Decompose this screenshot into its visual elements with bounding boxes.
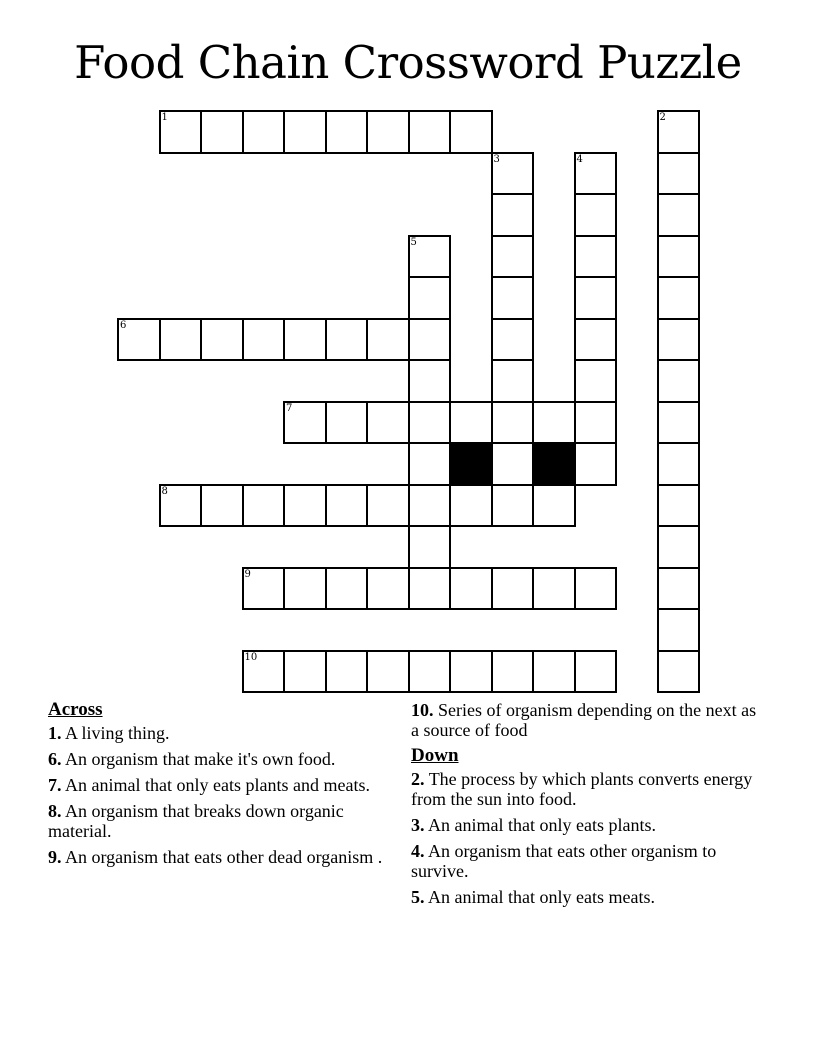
grid-cell[interactable]	[657, 110, 701, 154]
grid-cell[interactable]	[449, 401, 493, 445]
grid-cell[interactable]	[283, 484, 327, 528]
grid-cell[interactable]	[325, 650, 369, 694]
grid-cell[interactable]	[449, 484, 493, 528]
grid-cell[interactable]	[325, 318, 369, 362]
clue-number: 7	[48, 775, 57, 795]
grid-cell[interactable]	[532, 650, 576, 694]
clue-text: An animal that only eats meats.	[428, 887, 655, 907]
grid-cell[interactable]	[408, 276, 452, 320]
clues-left-column	[48, 700, 388, 873]
grid-cell[interactable]	[408, 484, 452, 528]
clue-text: Series of organism depending on the next as a source of food	[411, 700, 757, 740]
grid-cell[interactable]	[574, 650, 618, 694]
grid-cell[interactable]	[408, 318, 452, 362]
grid-cell[interactable]	[283, 567, 327, 611]
grid-cell[interactable]	[242, 484, 286, 528]
grid-cell[interactable]	[657, 650, 701, 694]
clue-number: 9	[48, 847, 57, 867]
clue-text: An organism that make it's own food.	[65, 749, 336, 769]
crossword-grid	[118, 111, 718, 711]
grid-cell[interactable]	[657, 442, 701, 486]
grid-cell[interactable]	[242, 110, 286, 154]
cell-number: 8	[161, 485, 168, 497]
grid-cell[interactable]	[491, 318, 535, 362]
grid-cell[interactable]	[657, 276, 701, 320]
grid-cell[interactable]	[532, 484, 576, 528]
grid-cell[interactable]	[408, 359, 452, 403]
clue-across-8: 8. An organism that breaks down organic material.	[48, 801, 344, 841]
across-heading: Across	[48, 699, 103, 720]
clue-number: 3	[411, 815, 420, 835]
grid-cell[interactable]	[449, 650, 493, 694]
grid-cell[interactable]	[491, 442, 535, 486]
grid-cell[interactable]	[159, 484, 203, 528]
clue-down-3: 3. An animal that only eats plants.	[411, 815, 656, 835]
grid-cell[interactable]	[449, 110, 493, 154]
cell-number: 1	[161, 112, 168, 123]
grid-cell[interactable]	[574, 567, 618, 611]
grid-cell[interactable]	[491, 650, 535, 694]
grid-cell[interactable]	[283, 110, 327, 154]
grid-cell[interactable]	[491, 152, 535, 196]
clues-right-column	[411, 700, 761, 913]
grid-cell[interactable]	[325, 110, 369, 154]
grid-cell[interactable]	[491, 276, 535, 320]
clue-number: 6	[48, 749, 57, 769]
grid-cell[interactable]	[408, 442, 452, 486]
grid-cell[interactable]	[574, 401, 618, 445]
grid-cell[interactable]	[657, 567, 701, 611]
grid-cell[interactable]	[657, 235, 701, 279]
cell-number: 5	[410, 236, 417, 248]
grid-cell[interactable]	[408, 567, 452, 611]
grid-cell[interactable]	[657, 608, 701, 652]
grid-cell[interactable]	[574, 235, 618, 279]
grid-cell[interactable]	[283, 650, 327, 694]
grid-cell[interactable]	[159, 318, 203, 362]
cell-number: 2	[659, 112, 666, 123]
grid-cell[interactable]	[117, 318, 161, 362]
grid-cell[interactable]	[200, 318, 244, 362]
grid-cell[interactable]	[657, 359, 701, 403]
grid-cell[interactable]	[325, 567, 369, 611]
cell-number: 4	[576, 153, 583, 165]
grid-cell[interactable]	[408, 235, 452, 279]
grid-cell[interactable]	[408, 525, 452, 569]
grid-cell[interactable]	[574, 152, 618, 196]
grid-cell[interactable]	[366, 567, 410, 611]
cell-number: 3	[493, 153, 500, 165]
clue-text: An organism that eats other organism to survive.	[411, 841, 717, 881]
black-cell	[532, 442, 576, 486]
grid-cell[interactable]	[657, 152, 701, 196]
grid-cell[interactable]	[408, 650, 452, 694]
page-title: Food Chain Crossword Puzzle	[74, 36, 742, 89]
grid-cell[interactable]	[283, 401, 327, 445]
grid-cell[interactable]	[657, 484, 701, 528]
grid-cell[interactable]	[200, 484, 244, 528]
grid-cell[interactable]	[325, 401, 369, 445]
cell-number: 9	[244, 568, 251, 580]
black-cell	[449, 442, 493, 486]
grid-cell[interactable]	[574, 318, 618, 362]
grid-cell[interactable]	[366, 401, 410, 445]
grid-cell[interactable]	[491, 567, 535, 611]
cell-number: 10	[244, 651, 258, 663]
clue-across-10: 10. Series of organism depending on the next as a source of food	[411, 700, 757, 740]
grid-cell[interactable]	[408, 110, 452, 154]
grid-cell[interactable]	[657, 318, 701, 362]
cell-number: 6	[120, 319, 127, 331]
grid-cell[interactable]	[574, 359, 618, 403]
grid-cell[interactable]	[242, 318, 286, 362]
clue-down-2: 2. The process by which plants converts energy from the sun into food.	[411, 769, 753, 809]
grid-cell[interactable]	[491, 484, 535, 528]
clue-number: 2	[411, 769, 420, 789]
grid-cell[interactable]	[574, 276, 618, 320]
grid-cell[interactable]	[242, 650, 286, 694]
grid-cell[interactable]	[491, 235, 535, 279]
grid-cell[interactable]	[574, 442, 618, 486]
grid-cell[interactable]	[366, 484, 410, 528]
clue-across-1: 1. A living thing.	[48, 723, 170, 743]
grid-cell[interactable]	[366, 318, 410, 362]
clue-number: 8	[48, 801, 57, 821]
clue-down-5: 5. An animal that only eats meats.	[411, 887, 655, 907]
grid-cell[interactable]	[491, 359, 535, 403]
grid-cell[interactable]	[325, 484, 369, 528]
clue-number: 4	[411, 841, 420, 861]
clue-number: 10	[411, 700, 429, 720]
clue-across-9: 9. An organism that eats other dead organism .	[48, 847, 383, 867]
grid-cell[interactable]	[532, 401, 576, 445]
grid-cell[interactable]	[657, 525, 701, 569]
grid-cell[interactable]	[657, 401, 701, 445]
clue-text: The process by which plants converts energy from the sun into food.	[411, 769, 753, 809]
grid-cell[interactable]	[366, 650, 410, 694]
grid-cell[interactable]	[532, 567, 576, 611]
grid-cell[interactable]	[491, 401, 535, 445]
clue-number: 1	[48, 723, 57, 743]
clue-down-4: 4. An organism that eats other organism to survive.	[411, 841, 717, 881]
grid-cell[interactable]	[200, 110, 244, 154]
grid-cell[interactable]	[242, 567, 286, 611]
clue-text: An animal that only eats plants.	[428, 815, 656, 835]
grid-cell[interactable]	[159, 110, 203, 154]
grid-cell[interactable]	[449, 567, 493, 611]
cell-number: 7	[286, 402, 293, 414]
clue-text: An organism that eats other dead organism .	[65, 847, 383, 867]
clue-across-7: 7. An animal that only eats plants and meats.	[48, 775, 370, 795]
grid-cell[interactable]	[366, 110, 410, 154]
grid-cell[interactable]	[574, 193, 618, 237]
clue-text: An organism that breaks down organic material.	[48, 801, 344, 841]
down-heading: Down	[411, 745, 459, 766]
clue-across-6: 6. An organism that make it's own food.	[48, 749, 336, 769]
clue-text: An animal that only eats plants and meats.	[65, 775, 370, 795]
clue-text: A living thing.	[65, 723, 170, 743]
grid-cell[interactable]	[657, 193, 701, 237]
grid-cell[interactable]	[491, 193, 535, 237]
grid-cell[interactable]	[408, 401, 452, 445]
grid-cell[interactable]	[283, 318, 327, 362]
clue-number: 5	[411, 887, 420, 907]
